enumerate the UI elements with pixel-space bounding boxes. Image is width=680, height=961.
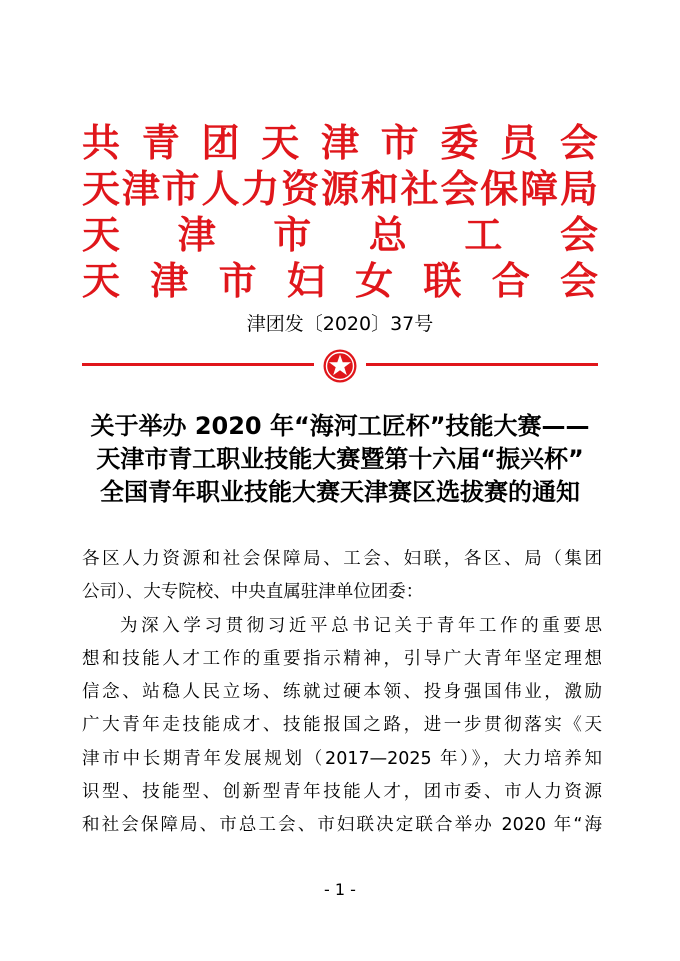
document-body	[82, 543, 602, 843]
issuer-block	[82, 120, 598, 304]
title-line-3: 全国青年职业技能大赛天津赛区选拔赛的通知	[100, 478, 580, 506]
document-title	[0, 410, 680, 509]
issuer-line-1: 共 青 团 天 津 市 委 员 会	[82, 120, 598, 165]
title-line-1: 关于举办 2020 年“海河工匠杯”技能大赛——	[90, 412, 590, 440]
issuer-line-4: 天 津 市 妇 女 联 合 会	[82, 258, 598, 303]
paragraph-line-4: 广大青年走技能成才、技能报国之路，进一步贯彻落实《天	[82, 715, 602, 736]
paragraph-line-6: 识型、技能型、创新型青年技能人才，团市委、市人力资源	[82, 782, 602, 803]
document-number: 津团发〔2020〕37号	[246, 313, 434, 335]
issuer-line-2: 天 津 市 人 力 资 源 和 社 会 保 障 局	[82, 166, 598, 211]
title-line-2: 天津市青工职业技能大赛暨第十六届“振兴杯”	[96, 445, 584, 473]
salutation-line-1: 各区人力资源和社会保障局、工会、妇联，各区、局（集团	[82, 549, 602, 569]
red-divider-left	[82, 363, 314, 366]
salutation-line-2: 公司）、大专院校、中央直属驻津单位团委：	[82, 582, 424, 603]
paragraph-line-7: 和社会保障局、市总工会、市妇联决定联合举办 2020 年“海	[82, 815, 602, 836]
paragraph-line-3: 信念、站稳人民立场、练就过硬本领、投身强国伟业，激励	[82, 682, 602, 703]
paragraph-line-5: 津市中长期青年发展规划（2017—2025 年）》，大力培养知	[82, 748, 602, 769]
red-star-emblem-icon	[322, 348, 358, 384]
red-divider-right	[366, 363, 598, 366]
paragraph-line-1: 为深入学习贯彻习近平总书记关于青年工作的重要思	[120, 615, 602, 636]
paragraph-line-2: 想和技能人才工作的重要指示精神，引导广大青年坚定理想	[82, 648, 602, 669]
issuer-line-3: 天 津 市 总 工 会	[82, 212, 598, 257]
page-number: - 1 -	[324, 880, 356, 899]
